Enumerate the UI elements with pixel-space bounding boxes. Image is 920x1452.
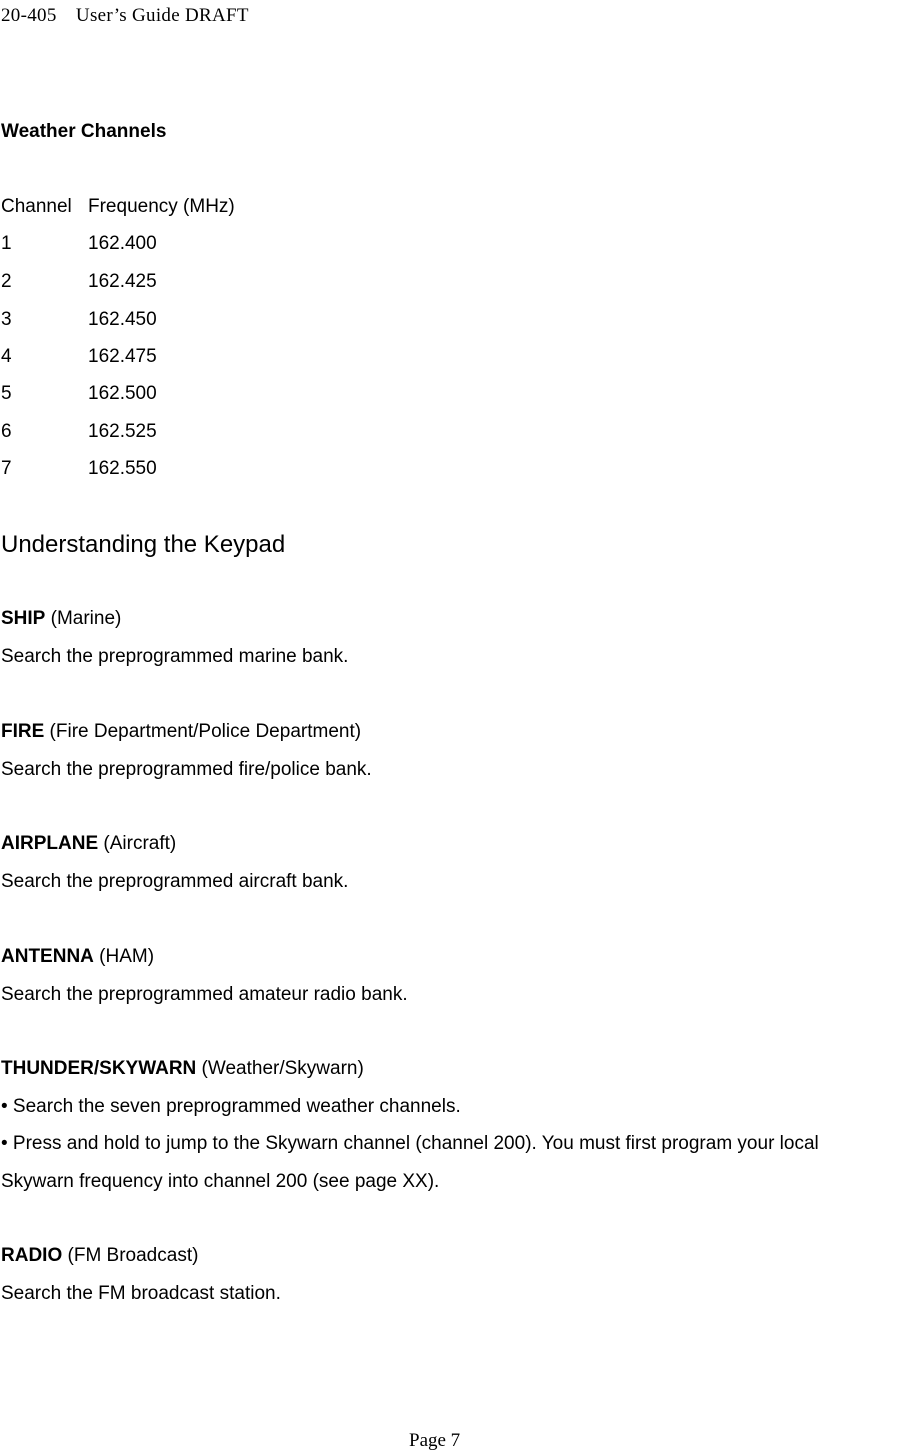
key-category: (HAM) [93, 946, 155, 967]
key-heading-airplane [1, 833, 176, 855]
key-description: Search the preprogrammed aircraft bank. [1, 871, 349, 892]
page-header: 20-405 User’s Guide DRAFT [1, 5, 249, 26]
key-category: (Aircraft) [98, 833, 177, 854]
table-row [1, 346, 157, 368]
frequency-cell: 162.450 [88, 309, 157, 330]
frequency-cell: 162.525 [88, 421, 157, 442]
key-description: Skywarn frequency into channel 200 (see page XX). [1, 1171, 440, 1192]
table-row [1, 458, 157, 480]
key-description: • Press and hold to jump to the Skywarn channel (channel 200). You must first program your local [1, 1133, 819, 1154]
table-row [1, 383, 157, 405]
frequency-cell: 162.400 [88, 233, 157, 254]
frequency-cell: 162.550 [88, 458, 157, 479]
key-category: (Marine) [45, 608, 122, 629]
key-category: (Weather/Skywarn) [196, 1058, 364, 1079]
key-description: Search the preprogrammed amateur radio bank. [1, 984, 408, 1005]
page-number: Page 7 [409, 1430, 461, 1451]
frequency-cell: 162.475 [88, 346, 157, 367]
key-category: (FM Broadcast) [62, 1245, 199, 1266]
weather-table-header [1, 196, 235, 218]
weather-channels-title: Weather Channels [1, 121, 167, 142]
key-heading-ship [1, 608, 121, 630]
key-heading-thunder-skywarn [1, 1058, 364, 1080]
table-row [1, 309, 157, 331]
channel-cell: 7 [1, 458, 12, 479]
frequency-cell: 162.425 [88, 271, 157, 292]
table-row [1, 421, 157, 443]
key-heading-fire [1, 721, 361, 743]
channel-cell: 6 [1, 421, 12, 442]
key-name: RADIO [1, 1245, 63, 1266]
key-category: (Fire Department/Police Department) [44, 721, 362, 742]
key-name: AIRPLANE [1, 833, 99, 854]
key-name: THUNDER/SKYWARN [1, 1058, 197, 1079]
key-heading-radio [1, 1245, 198, 1267]
channel-cell: 3 [1, 309, 12, 330]
channel-cell: 4 [1, 346, 12, 367]
channel-cell: 5 [1, 383, 12, 404]
key-name: SHIP [1, 608, 46, 629]
key-description: Search the FM broadcast station. [1, 1283, 281, 1304]
table-row [1, 271, 157, 293]
table-row [1, 233, 157, 255]
keypad-section-title: Understanding the Keypad [1, 531, 286, 558]
key-description: • Search the seven preprogrammed weather channels. [1, 1096, 461, 1117]
key-heading-antenna [1, 946, 154, 968]
channel-cell: 1 [1, 233, 12, 254]
frequency-cell: 162.500 [88, 383, 157, 404]
key-name: FIRE [1, 721, 45, 742]
column-header-frequency: Frequency (MHz) [88, 196, 235, 217]
key-name: ANTENNA [1, 946, 94, 967]
key-description: Search the preprogrammed marine bank. [1, 646, 349, 667]
key-description: Search the preprogrammed fire/police bank. [1, 759, 372, 780]
channel-cell: 2 [1, 271, 12, 292]
column-header-channel: Channel [1, 196, 72, 217]
